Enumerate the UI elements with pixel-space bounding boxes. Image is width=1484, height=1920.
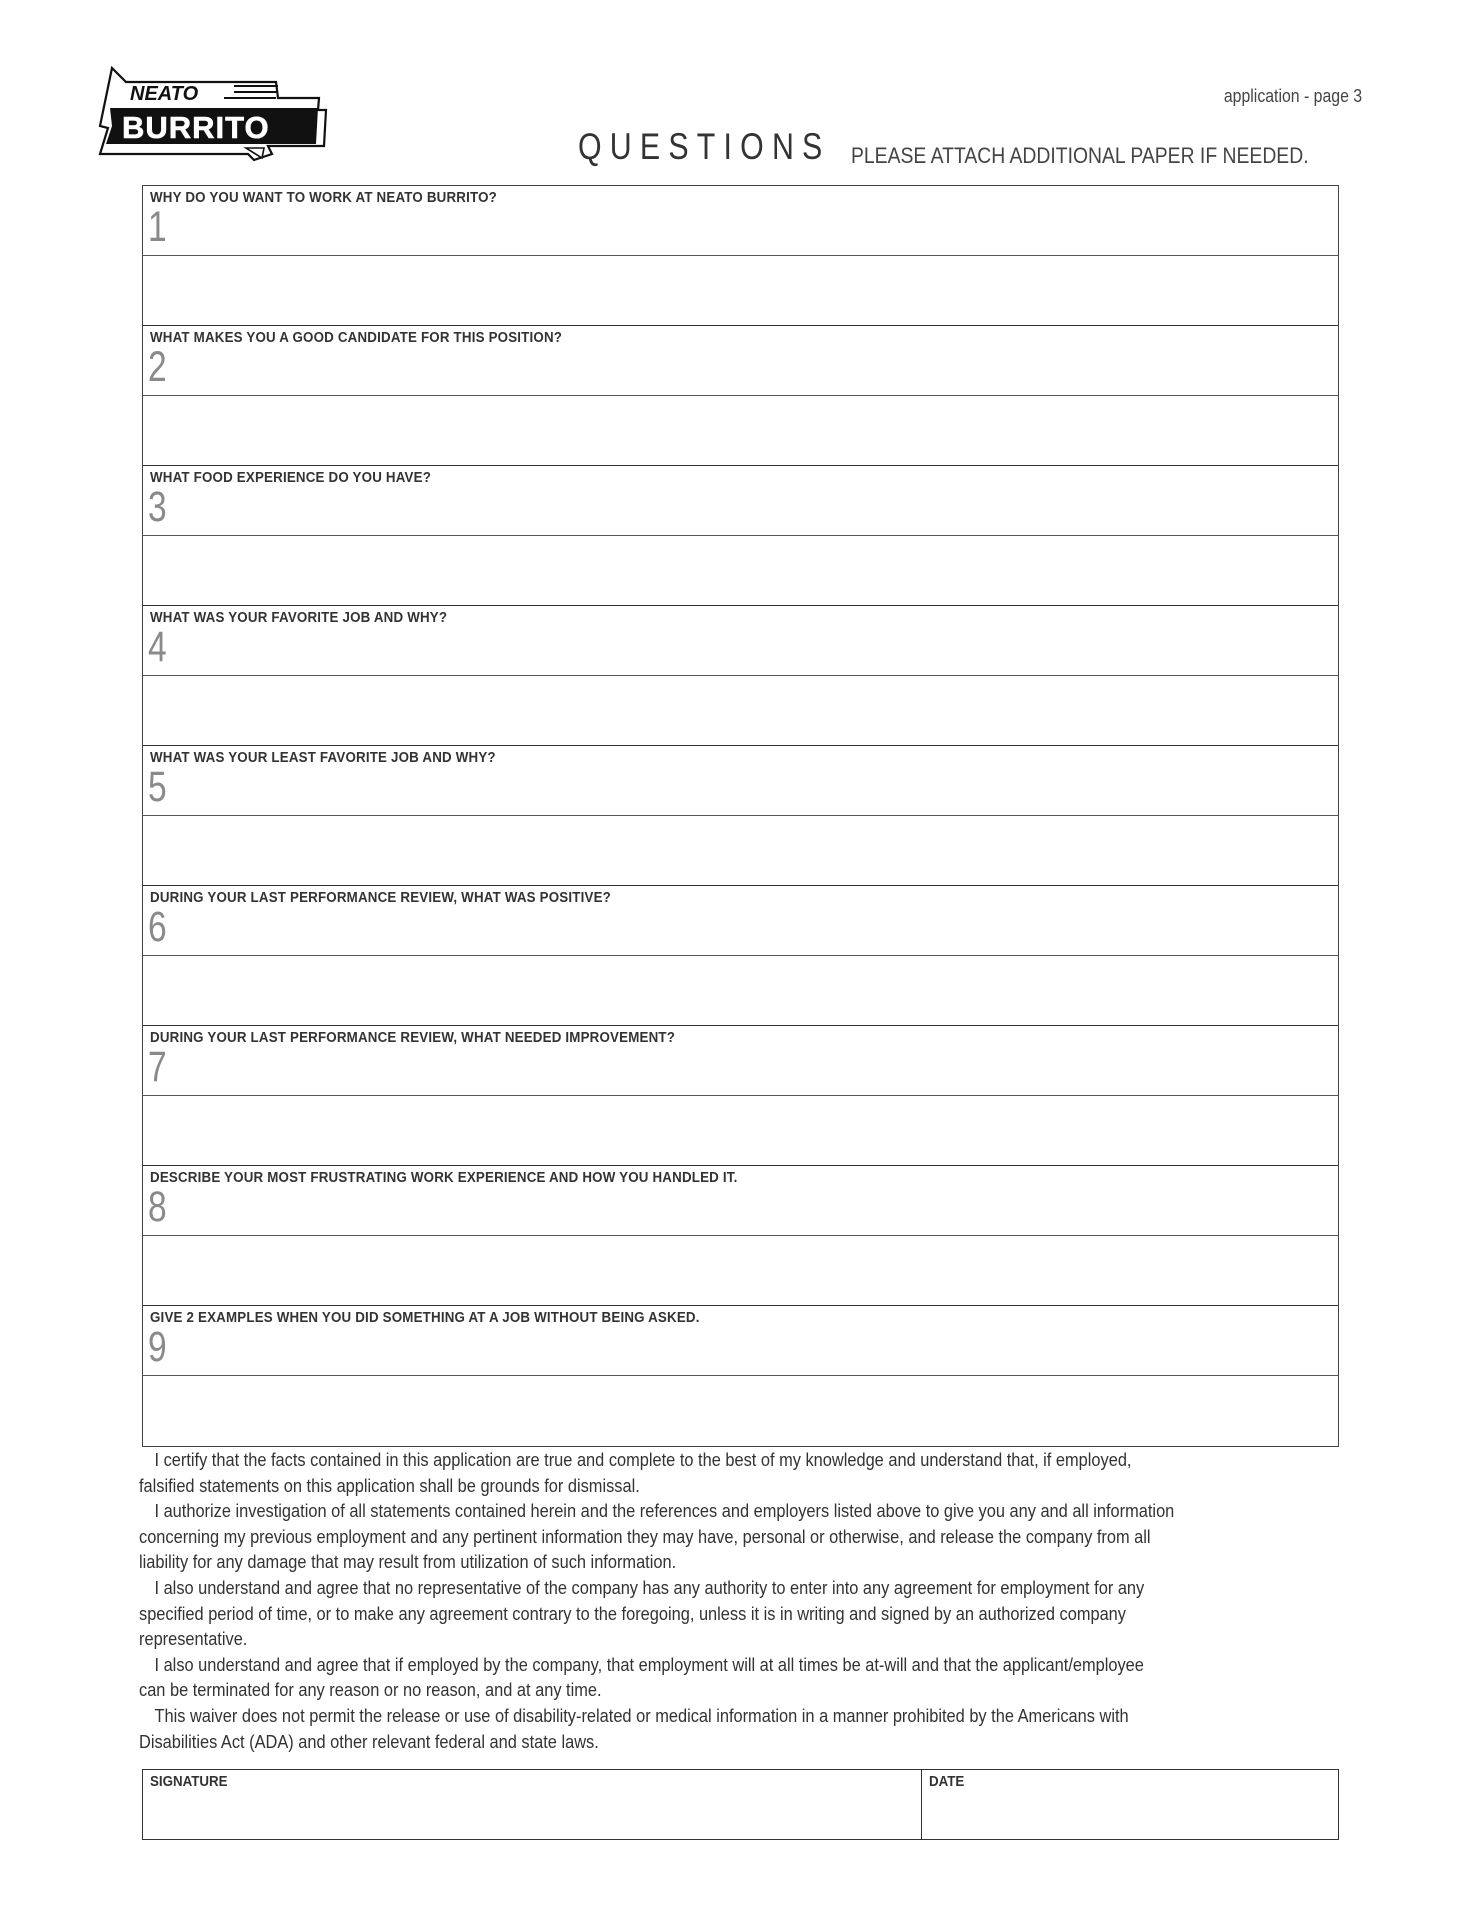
answer-field-6[interactable] <box>143 956 1338 1026</box>
logo-bottom-text: BURRITO <box>122 110 270 145</box>
question-text: WHAT MAKES YOU A GOOD CANDIDATE FOR THIS POSITION? <box>150 330 563 346</box>
question-number: 8 <box>148 1183 167 1231</box>
date-label: DATE <box>929 1774 965 1790</box>
legal-line: concerning my previous employment and any pertinent information they may have, personal or otherwise, and release the company from all <box>139 1526 1151 1547</box>
legal-line: representative. <box>139 1629 248 1650</box>
answer-field-9[interactable] <box>143 1376 1338 1446</box>
legal-line: I also understand and agree that if employed by the company, that employment will at all times be at-will and that the applicant/employee <box>154 1654 1144 1675</box>
question-text: WHAT WAS YOUR LEAST FAVORITE JOB AND WHY? <box>150 750 496 766</box>
question-row-7[interactable] <box>143 1026 1338 1096</box>
question-row-8[interactable] <box>143 1166 1338 1236</box>
answer-field-7[interactable] <box>143 1096 1338 1166</box>
question-number: 2 <box>148 343 167 391</box>
question-text: DURING YOUR LAST PERFORMANCE REVIEW, WHAT WAS POSITIVE? <box>150 890 611 906</box>
legal-line: This waiver does not permit the release or use of disability-related or medical information in a manner prohibited by the Americans with <box>154 1705 1129 1726</box>
legal-line: I authorize investigation of all statements contained herein and the references and employers listed above to give you any and all information <box>154 1501 1175 1522</box>
question-row-6[interactable] <box>143 886 1338 956</box>
legal-statement <box>139 1448 1349 1755</box>
answer-field-3[interactable] <box>143 536 1338 606</box>
legal-line: I also understand and agree that no representative of the company has any authority to enter into any agreement for employment for any <box>154 1577 1145 1598</box>
question-number: 5 <box>148 763 167 811</box>
question-number: 4 <box>148 623 167 671</box>
question-number: 6 <box>148 903 167 951</box>
question-text: GIVE 2 EXAMPLES WHEN YOU DID SOMETHING AT A JOB WITHOUT BEING ASKED. <box>150 1310 700 1326</box>
question-number: 7 <box>148 1043 167 1091</box>
signature-field[interactable] <box>143 1770 922 1839</box>
question-row-9[interactable] <box>143 1306 1338 1376</box>
answer-field-1[interactable] <box>143 256 1338 326</box>
questions-table <box>142 185 1339 1447</box>
question-text: WHAT FOOD EXPERIENCE DO YOU HAVE? <box>150 470 432 486</box>
certify-paragraph <box>139 1448 1240 1499</box>
question-row-3[interactable] <box>143 466 1338 536</box>
legal-line: falsified statements on this application shall be grounds for dismissal. <box>139 1475 640 1496</box>
page-label: application - page 3 <box>1223 86 1362 106</box>
ada-waiver-paragraph <box>139 1704 1240 1755</box>
logo-top-text: NEATO <box>130 83 199 105</box>
signature-label: SIGNATURE <box>150 1774 228 1790</box>
question-row-2[interactable] <box>143 326 1338 396</box>
signature-table <box>142 1769 1339 1840</box>
representative-paragraph <box>139 1576 1240 1653</box>
authorize-paragraph <box>139 1499 1240 1576</box>
legal-line: I certify that the facts contained in this application are true and complete to the best of my knowledge and understand that, if employed, <box>154 1450 1132 1470</box>
answer-field-2[interactable] <box>143 396 1338 466</box>
question-text: DURING YOUR LAST PERFORMANCE REVIEW, WHAT NEEDED IMPROVEMENT? <box>150 1030 676 1046</box>
question-row-4[interactable] <box>143 606 1338 676</box>
legal-line: liability for any damage that may result from utilization of such information. <box>139 1552 677 1573</box>
answer-field-4[interactable] <box>143 676 1338 746</box>
question-row-1[interactable] <box>143 186 1338 256</box>
question-number: 9 <box>148 1323 167 1371</box>
question-text: DESCRIBE YOUR MOST FRUSTRATING WORK EXPERIENCE AND HOW YOU HANDLED IT. <box>150 1170 738 1186</box>
section-title: QUESTIONS <box>578 126 831 167</box>
question-text: WHAT WAS YOUR FAVORITE JOB AND WHY? <box>150 610 448 626</box>
question-text: WHY DO YOU WANT TO WORK AT NEATO BURRITO? <box>150 190 497 206</box>
question-number: 1 <box>148 203 167 251</box>
legal-line: specified period of time, or to make any agreement contrary to the foregoing, unless it is in writing and signed by an authorized company <box>139 1603 1126 1624</box>
legal-line: can be terminated for any reason or no reason, and at any time. <box>139 1680 602 1701</box>
answer-field-5[interactable] <box>143 816 1338 886</box>
question-row-5[interactable] <box>143 746 1338 816</box>
legal-line: Disabilities Act (ADA) and other relevant federal and state laws. <box>139 1731 599 1752</box>
attach-note: PLEASE ATTACH ADDITIONAL PAPER IF NEEDED. <box>851 143 1309 168</box>
answer-field-8[interactable] <box>143 1236 1338 1306</box>
date-field[interactable] <box>922 1770 1338 1839</box>
neato-burrito-logo <box>96 64 328 170</box>
question-number: 3 <box>148 483 167 531</box>
at-will-paragraph <box>139 1653 1240 1704</box>
